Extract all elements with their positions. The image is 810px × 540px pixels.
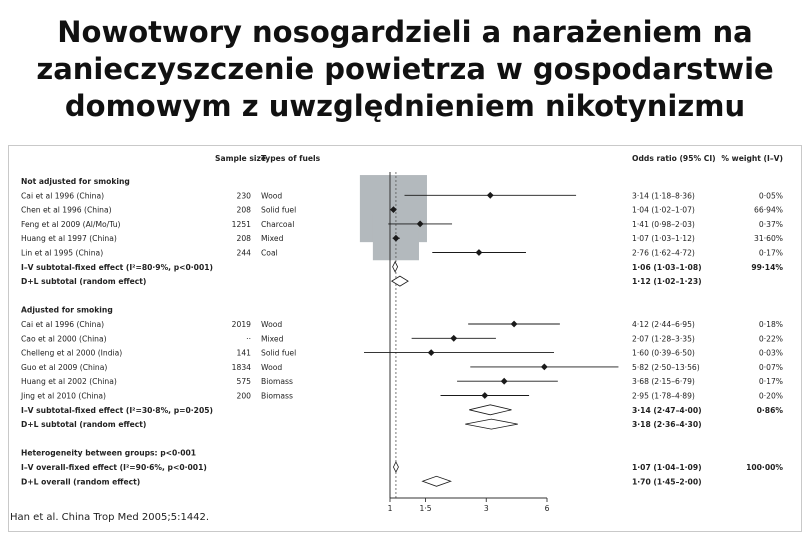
- fuel-type: Coal: [261, 248, 278, 258]
- fuel-type: Wood: [261, 362, 283, 372]
- pooled-diamond: [465, 419, 518, 429]
- fuel-type: Mixed: [261, 334, 284, 344]
- odds-ratio-ci: 2·76 (1·62–4·72): [632, 248, 695, 258]
- study-label: Lin et al 1995 (China): [21, 248, 104, 258]
- subtotal-label: I–V subtotal-fixed effect (I²=30·8%, p=0·205): [21, 405, 213, 415]
- odds-ratio-ci: 3·68 (2·15–6·79): [632, 377, 695, 387]
- study-label: Chelleng et al 2000 (India): [21, 348, 123, 358]
- sample-size: 208: [236, 234, 251, 244]
- subtotal-weight: 0·86%: [756, 405, 783, 415]
- x-tick-label: 1: [387, 504, 393, 513]
- study-label: Huang et al 2002 (China): [21, 377, 117, 387]
- group-header: Adjusted for smoking: [21, 305, 113, 315]
- subtotal-odds-ratio-ci: 1·70 (1·45–2·00): [632, 477, 702, 487]
- point-estimate: [450, 335, 457, 342]
- subtotal-label: D+L overall (random effect): [21, 477, 141, 487]
- column-header-fuel-type: Types of fuels: [261, 154, 321, 163]
- sample-size: ··: [246, 334, 251, 344]
- odds-ratio-ci: 2·07 (1·28–3·35): [632, 334, 695, 344]
- title-line: domowym z uwzględnieniem nikotynizmu: [64, 89, 746, 123]
- fuel-type: Wood: [261, 320, 283, 329]
- column-header-weight: % weight (I–V): [721, 154, 783, 163]
- fuel-type: Biomass: [261, 391, 293, 401]
- fuel-type: Solid fuel: [261, 348, 297, 358]
- subtotal-odds-ratio-ci: 3·14 (2·47–4·00): [632, 405, 702, 415]
- weight-percent: 66·94%: [754, 205, 783, 215]
- study-label: Chen et al 1996 (China): [21, 205, 112, 215]
- sample-size: 244: [236, 248, 251, 258]
- column-header-sample-size: Sample size: [215, 154, 267, 163]
- weight-percent: 0·20%: [758, 391, 783, 401]
- odds-ratio-ci: 1·07 (1·03–1·12): [632, 234, 695, 244]
- group-header: Not adjusted for smoking: [21, 177, 130, 186]
- point-estimate: [428, 349, 435, 356]
- citation: Han et al. China Trop Med 2005;5:1442.: [10, 512, 210, 523]
- pooled-diamond: [423, 476, 451, 486]
- column-header-odds-ratio: Odds ratio (95% CI): [632, 154, 716, 163]
- point-estimate: [541, 364, 548, 371]
- point-estimate: [476, 249, 483, 256]
- fuel-type: Charcoal: [261, 219, 295, 229]
- study-label: Huang et al 1997 (China): [21, 234, 117, 244]
- point-estimate: [511, 321, 518, 328]
- weight-percent: 0·17%: [758, 248, 783, 258]
- subtotal-odds-ratio-ci: 3·18 (2·36–4·30): [632, 420, 702, 430]
- pooled-diamond: [392, 276, 408, 286]
- weight-percent: 0·37%: [758, 219, 783, 229]
- sample-size: 200: [236, 391, 251, 401]
- weight-percent: 0·22%: [758, 334, 783, 344]
- weight-percent: 0·18%: [758, 320, 783, 329]
- x-tick-label: 6: [544, 504, 550, 513]
- odds-ratio-ci: 1·41 (0·98–2·03): [632, 219, 695, 229]
- pooled-diamond: [393, 462, 398, 472]
- sample-size: 1251: [231, 219, 251, 229]
- sample-size: 141: [236, 348, 251, 358]
- group-header: Heterogeneity between groups: p<0·001: [21, 448, 197, 458]
- subtotal-weight: 100·00%: [746, 463, 783, 472]
- subtotal-odds-ratio-ci: 1·12 (1·02–1·23): [632, 277, 702, 287]
- subtotal-odds-ratio-ci: 1·06 (1·03–1·08): [632, 262, 702, 272]
- subtotal-label: I–V subtotal-fixed effect (I²=80·9%, p<0·001): [21, 262, 213, 272]
- title-line: zanieczyszczenie powietrza w gospodarstwie: [36, 52, 774, 86]
- weight-percent: 0·07%: [758, 362, 783, 372]
- odds-ratio-ci: 1·04 (1·02–1·07): [632, 205, 695, 215]
- sample-size: 208: [236, 205, 251, 215]
- study-label: Cai et al 1996 (China): [21, 191, 105, 201]
- slide-title: [0, 14, 810, 125]
- fuel-type: Mixed: [261, 234, 284, 244]
- x-tick-label: 1·5: [419, 504, 432, 513]
- weight-percent: 0·03%: [758, 348, 783, 358]
- fuel-type: Solid fuel: [261, 205, 297, 215]
- pooled-diamond: [469, 405, 511, 415]
- weight-percent: 0·17%: [758, 377, 783, 387]
- odds-ratio-ci: 4·12 (2·44–6·95): [632, 320, 695, 329]
- study-label: Feng et al 2009 (Al/Mo/Tu): [21, 219, 121, 229]
- odds-ratio-ci: 3·14 (1·18–8·36): [632, 191, 695, 201]
- sample-size: 230: [236, 191, 251, 201]
- subtotal-label: D+L subtotal (random effect): [21, 277, 147, 287]
- title-line: Nowotwory nosogardzieli a narażeniem na: [57, 15, 753, 49]
- sample-size: 2019: [231, 320, 251, 329]
- pooled-diamond: [393, 262, 398, 272]
- study-label: Cai et al 1996 (China): [21, 320, 105, 329]
- study-label: Guo et al 2009 (China): [21, 362, 108, 372]
- forest-plot-svg: [9, 146, 801, 531]
- point-estimate: [481, 392, 488, 399]
- x-tick-label: 3: [483, 504, 489, 513]
- point-estimate: [487, 192, 494, 199]
- odds-ratio-ci: 1·60 (0·39–6·50): [632, 348, 695, 358]
- sample-size: 575: [236, 377, 251, 387]
- weight-percent: 31·60%: [754, 234, 783, 244]
- weight-percent: 0·05%: [758, 191, 783, 201]
- subtotal-label: I–V overall-fixed effect (I²=90·6%, p<0·001): [21, 463, 207, 472]
- study-label: Jing et al 2010 (China): [21, 391, 106, 401]
- point-estimate: [501, 378, 508, 385]
- sample-size: 1834: [231, 362, 251, 372]
- study-label: Cao et al 2000 (China): [21, 334, 107, 344]
- forest-plot: [8, 145, 802, 532]
- odds-ratio-ci: 5·82 (2·50–13·56): [632, 362, 700, 372]
- subtotal-odds-ratio-ci: 1·07 (1·04–1·09): [632, 463, 702, 472]
- subtotal-weight: 99·14%: [751, 262, 783, 272]
- fuel-type: Wood: [261, 191, 283, 201]
- subtotal-label: D+L subtotal (random effect): [21, 420, 147, 430]
- odds-ratio-ci: 2·95 (1·78–4·89): [632, 391, 695, 401]
- fuel-type: Biomass: [261, 377, 293, 387]
